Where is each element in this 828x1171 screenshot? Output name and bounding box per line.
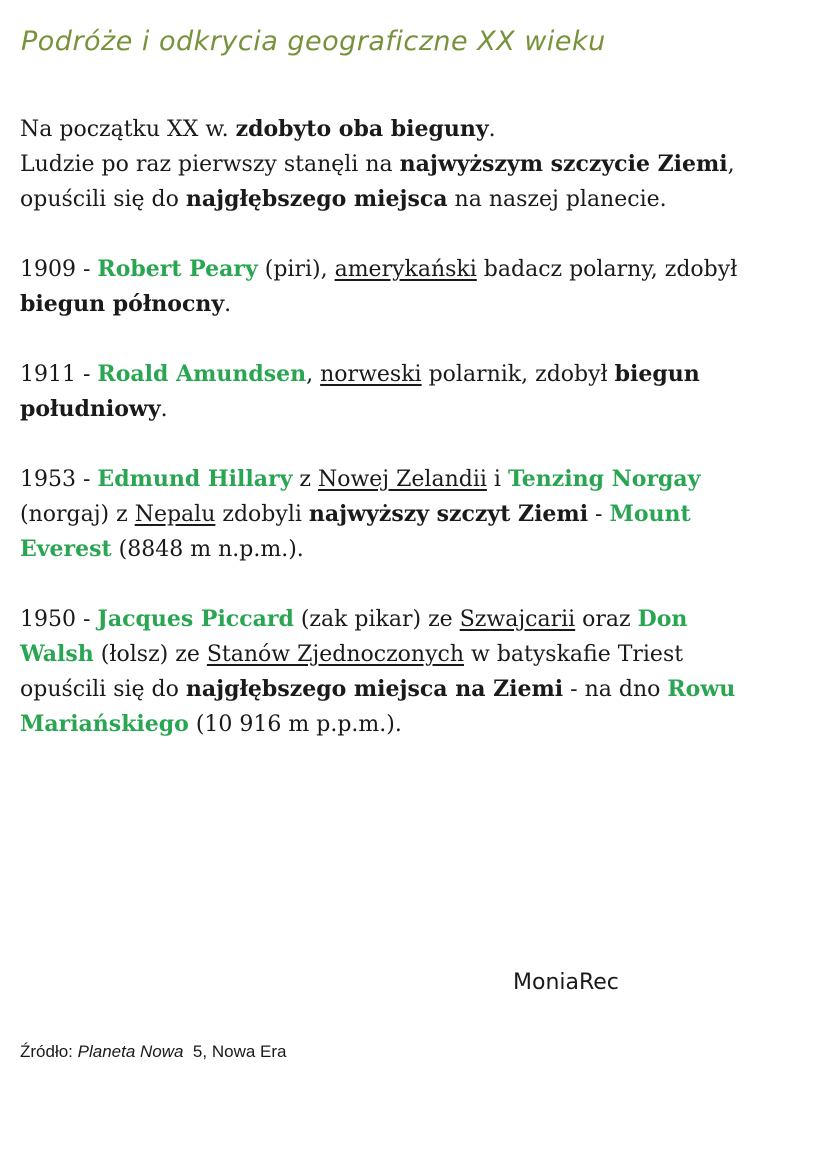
explorer-name: Robert Peary	[97, 256, 258, 282]
document-body	[20, 112, 810, 777]
everest-line-2: (norgaj) z Nepalu zdobyli najwyższy szczyt Ziemi - Mount	[20, 501, 691, 527]
intro-paragraph	[20, 112, 810, 217]
peary-line-2: biegun północny.	[20, 291, 232, 317]
everest-line-3: Everest (8848 m n.p.m.).	[20, 536, 304, 562]
place-name: Mariańskiego	[20, 711, 189, 737]
explorer-name: Roald Amundsen	[97, 361, 307, 387]
year: 1911 -	[20, 362, 98, 387]
book-title: Planeta Nowa	[77, 1042, 184, 1061]
trench-line-2: Walsh (łolsz) ze Stanów Zjednoczonych w batyskafie Triest	[20, 641, 684, 667]
intro-line-2: Ludzie po raz pierwszy stanęli na najwyższym szczycie Ziemi,	[20, 151, 735, 177]
explorer-name: Jacques Piccard	[97, 606, 294, 632]
amundsen-paragraph	[20, 357, 810, 427]
country: Stanów Zjednoczonych	[206, 642, 464, 667]
peary-paragraph	[20, 252, 810, 322]
country: Nepalu	[134, 502, 216, 527]
trench-line-3: opuścili się do najgłębszego miejsca na Ziemi - na dno Rowu	[20, 676, 736, 702]
amundsen-line-2: południowy.	[20, 396, 168, 422]
country: Szwajcarii	[459, 607, 576, 632]
explorer-name: Don	[637, 606, 688, 632]
trench-paragraph	[20, 602, 810, 742]
nationality: norweski	[320, 362, 422, 387]
intro-line-3: opuścili się do najgłębszego miejsca na naszej planecie.	[20, 186, 667, 212]
intro-line-1: Na początku XX w. zdobyto oba bieguny.	[20, 116, 496, 142]
everest-paragraph	[20, 462, 810, 567]
explorer-name: Tenzing Norgay	[507, 466, 701, 492]
year: 1953 -	[20, 467, 98, 492]
peak-name: Mount	[609, 501, 691, 527]
source-citation: Źródło: Planeta Nowa 5, Nowa Era	[20, 1042, 287, 1061]
explorer-name: Edmund Hillary	[97, 466, 293, 492]
trench-line-4: Mariańskiego (10 916 m p.p.m.).	[20, 711, 402, 737]
page-title: Podróże i odkrycia geograficzne XX wieku	[21, 26, 606, 57]
explorer-name: Walsh	[20, 641, 94, 667]
year: 1909 -	[20, 257, 98, 282]
peary-line-1: 1909 - Robert Peary (piri), amerykański badacz polarny, zdobył	[20, 256, 738, 282]
place-name: Rowu	[667, 676, 736, 702]
peak-name: Everest	[20, 536, 112, 562]
author-signature: MoniaRec	[513, 970, 619, 995]
trench-line-1: 1950 - Jacques Piccard (zak pikar) ze Szwajcarii oraz Don	[20, 606, 688, 632]
amundsen-line-1: 1911 - Roald Amundsen, norweski polarnik, zdobył biegun	[20, 361, 700, 387]
country: Nowej Zelandii	[317, 467, 487, 492]
year: 1950 -	[20, 607, 98, 632]
nationality: amerykański	[334, 257, 477, 282]
everest-line-1: 1953 - Edmund Hillary z Nowej Zelandii i Tenzing Norgay	[20, 466, 701, 492]
